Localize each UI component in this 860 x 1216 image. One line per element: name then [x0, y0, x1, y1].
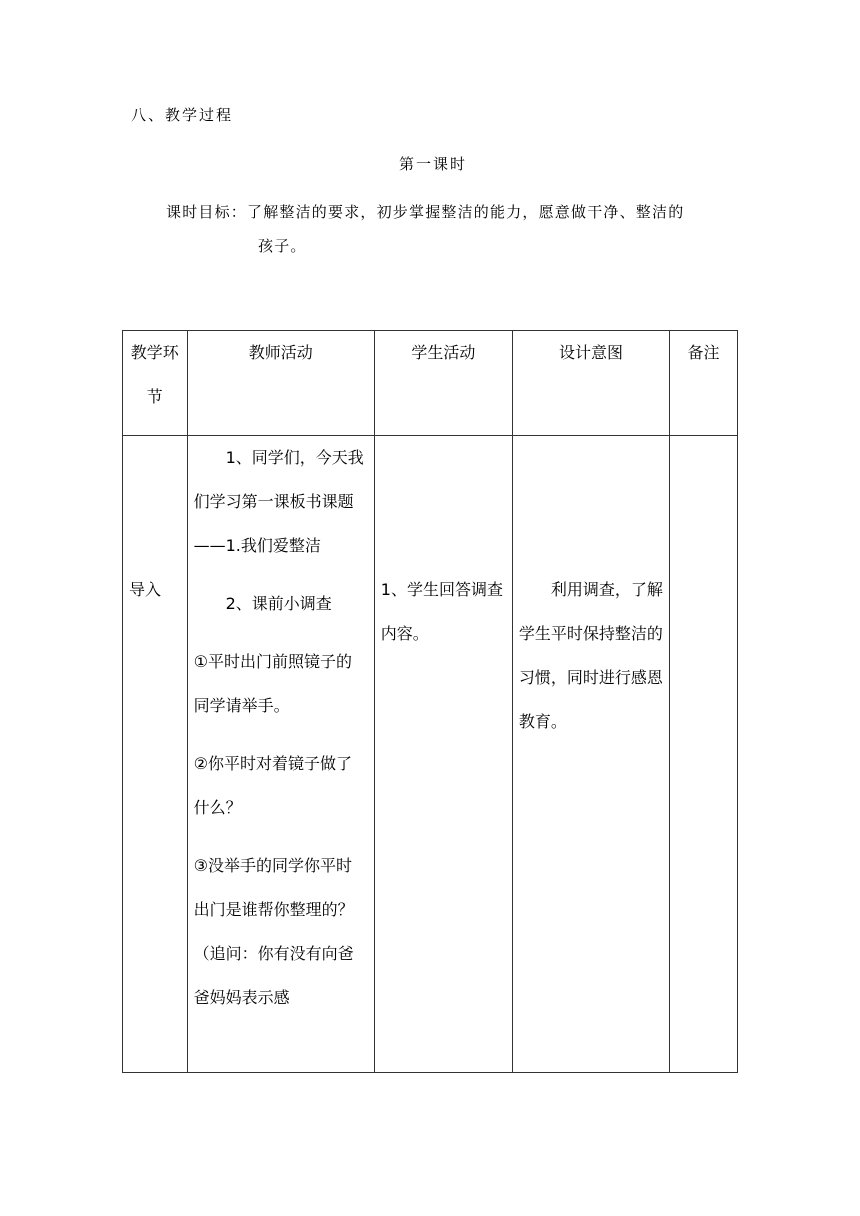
design-intent-wrap [519, 436, 663, 744]
lesson-title: 第一课时 [398, 155, 467, 173]
lesson-goal-line1: 课时目标：了解整洁的要求，初步掌握整洁的能力，愿意做干净、整洁的 [166, 203, 685, 221]
header-stage-line1: 教学环 [130, 343, 179, 362]
teacher-item-2: 2、课前小调查 [225, 594, 332, 613]
header-stage [123, 331, 188, 436]
header-design: 设计意图 [512, 331, 669, 436]
cell-stage [123, 436, 188, 1073]
student-activity: 1、学生回答调查内容。 [380, 580, 503, 643]
teacher-question-3: ③没举手的同学你平时出门是谁帮你整理的？（追问：你有没有向爸爸妈妈表示感 [193, 856, 354, 1007]
header-stage-line2: 节 [146, 387, 163, 406]
design-intent: 利用调查，了解学生平时保持整洁的习惯，同时进行感恩教育。 [518, 580, 663, 731]
cell-design [512, 436, 669, 1073]
cell-note [670, 436, 738, 1073]
teacher-item-1: 1、同学们，今天我们学习第一课板书课题——1.我们爱整洁 [193, 448, 364, 555]
teacher-question-1: ①平时出门前照镜子的同学请举手。 [193, 652, 352, 715]
section-heading: 八、教学过程 [131, 106, 234, 124]
cell-teacher [187, 436, 374, 1073]
header-note: 备注 [670, 331, 738, 436]
table-row [123, 436, 738, 1073]
stage-label: 导入 [129, 580, 162, 599]
header-student: 学生活动 [374, 331, 512, 436]
table-header-row [123, 331, 738, 436]
lesson-title-wrap [0, 153, 860, 174]
teaching-process-table [122, 330, 738, 1073]
teacher-question-2: ②你平时对着镜子做了什么？ [193, 754, 352, 817]
lesson-goal-line2: 孩子。 [258, 237, 307, 255]
cell-student [374, 436, 512, 1073]
header-teacher: 教师活动 [187, 331, 374, 436]
